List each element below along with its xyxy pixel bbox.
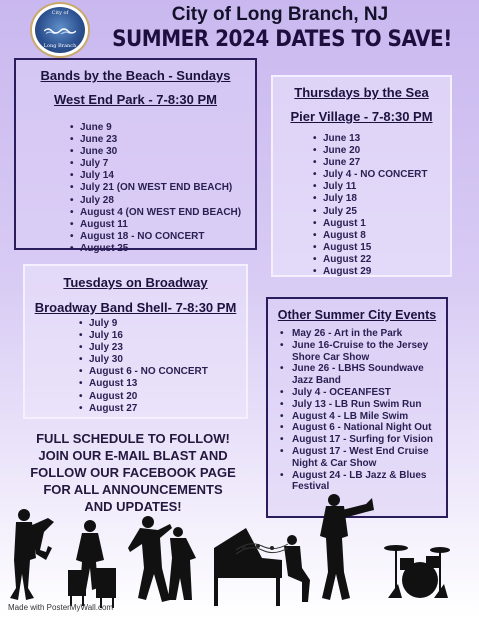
- list-item: • June 23: [70, 134, 255, 146]
- list-item: • June 27: [313, 157, 450, 169]
- bands-by-the-beach-box: [14, 58, 257, 254]
- list-item: • July 30: [79, 354, 246, 366]
- page-title: SUMMER 2024 DATES TO SAVE!: [112, 24, 452, 52]
- follow-line: JOIN OUR E-MAIL BLAST AND: [38, 448, 228, 463]
- watermark: Made with PosterMyWall.com: [8, 603, 114, 612]
- list-item: • July 28: [70, 195, 255, 207]
- city-seal-icon: [30, 2, 90, 58]
- tuesdays-title-line1: Tuesdays on Broadway: [63, 275, 208, 290]
- list-item: • July 4 - OCEANFEST: [280, 387, 446, 399]
- list-item: • July 18: [313, 193, 450, 205]
- list-item: • August 29: [313, 266, 450, 278]
- follow-line: FOLLOW OUR FACEBOOK PAGE: [30, 465, 236, 480]
- list-item: • August 6 - NO CONCERT: [79, 366, 246, 378]
- list-item: • June 13: [313, 133, 450, 145]
- list-item: • August 27: [79, 403, 246, 415]
- list-item: • July 7: [70, 158, 255, 170]
- musicians-silhouette-icon: [0, 488, 479, 620]
- list-item: • August 20: [79, 391, 246, 403]
- list-item: • August 18 - NO CONCERT: [70, 231, 255, 243]
- list-item: • July 11: [313, 181, 450, 193]
- seal-text-top: City of: [51, 10, 69, 16]
- thursdays-title-line1: Thursdays by the Sea: [294, 85, 429, 100]
- list-item: • August 22: [313, 254, 450, 266]
- wave-icon: [44, 26, 76, 34]
- list-item: • June 16-Cruise to the Jersey Shore Car Show: [280, 340, 446, 364]
- list-item: • July 21 (ON WEST END BEACH): [70, 182, 255, 194]
- list-item: • July 13 - LB Run Swim Run: [280, 399, 446, 411]
- city-title: City of Long Branch, NJ: [171, 4, 389, 25]
- list-item: • June 26 - LBHS Soundwave Jazz Band: [280, 363, 446, 387]
- list-item: • June 20: [313, 145, 450, 157]
- seal-text-bottom: Long Branch: [43, 43, 77, 49]
- list-item: • July 9: [79, 318, 246, 330]
- list-item: • August 6 - National Night Out: [280, 422, 446, 434]
- list-item: • August 4 (ON WEST END BEACH): [70, 207, 255, 219]
- list-item: • August 17 - Surfing for Vision: [280, 434, 446, 446]
- bands-date-list: [70, 122, 255, 255]
- tuesdays-date-list: [79, 318, 246, 415]
- thursdays-title-line2: Pier Village - 7-8:30 PM: [290, 109, 433, 124]
- list-item: • August 13: [79, 378, 246, 390]
- list-item: • July 4 - NO CONCERT: [313, 169, 450, 181]
- city-seal-inner: [35, 7, 85, 53]
- tuesdays-title-line2: Broadway Band Shell- 7-8:30 PM: [34, 300, 237, 315]
- list-item: • July 16: [79, 330, 246, 342]
- list-item: • August 24 - LB Jazz & Blues Festival: [280, 470, 446, 494]
- follow-line: FULL SCHEDULE TO FOLLOW!: [36, 431, 230, 446]
- bands-title-line1: Bands by the Beach - Sundays: [40, 68, 231, 83]
- list-item: • August 11: [70, 219, 255, 231]
- other-events-box: [266, 297, 448, 518]
- thursdays-by-the-sea-box: [271, 75, 452, 277]
- follow-line: AND UPDATES!: [84, 499, 182, 514]
- list-item: • June 9: [70, 122, 255, 134]
- list-item: • August 8: [313, 230, 450, 242]
- list-item: • July 23: [79, 342, 246, 354]
- list-item: • June 30: [70, 146, 255, 158]
- list-item: • August 1: [313, 218, 450, 230]
- list-item: • July 25: [313, 206, 450, 218]
- list-item: • August 25: [70, 243, 255, 255]
- list-item: • August 4 - LB Mile Swim: [280, 411, 446, 423]
- follow-line: FOR ALL ANNOUNCEMENTS: [43, 482, 223, 497]
- events-title: Other Summer City Events: [277, 308, 437, 322]
- events-list: [280, 328, 446, 493]
- bands-title-line2: West End Park - 7-8:30 PM: [53, 92, 218, 107]
- tuesdays-on-broadway-box: [23, 264, 248, 419]
- list-item: • August 15: [313, 242, 450, 254]
- list-item: • May 26 - Art in the Park: [280, 328, 446, 340]
- list-item: • August 17 - West End Cruise Night & Car Show: [280, 446, 446, 470]
- thursdays-date-list: [313, 133, 450, 278]
- list-item: • July 14: [70, 170, 255, 182]
